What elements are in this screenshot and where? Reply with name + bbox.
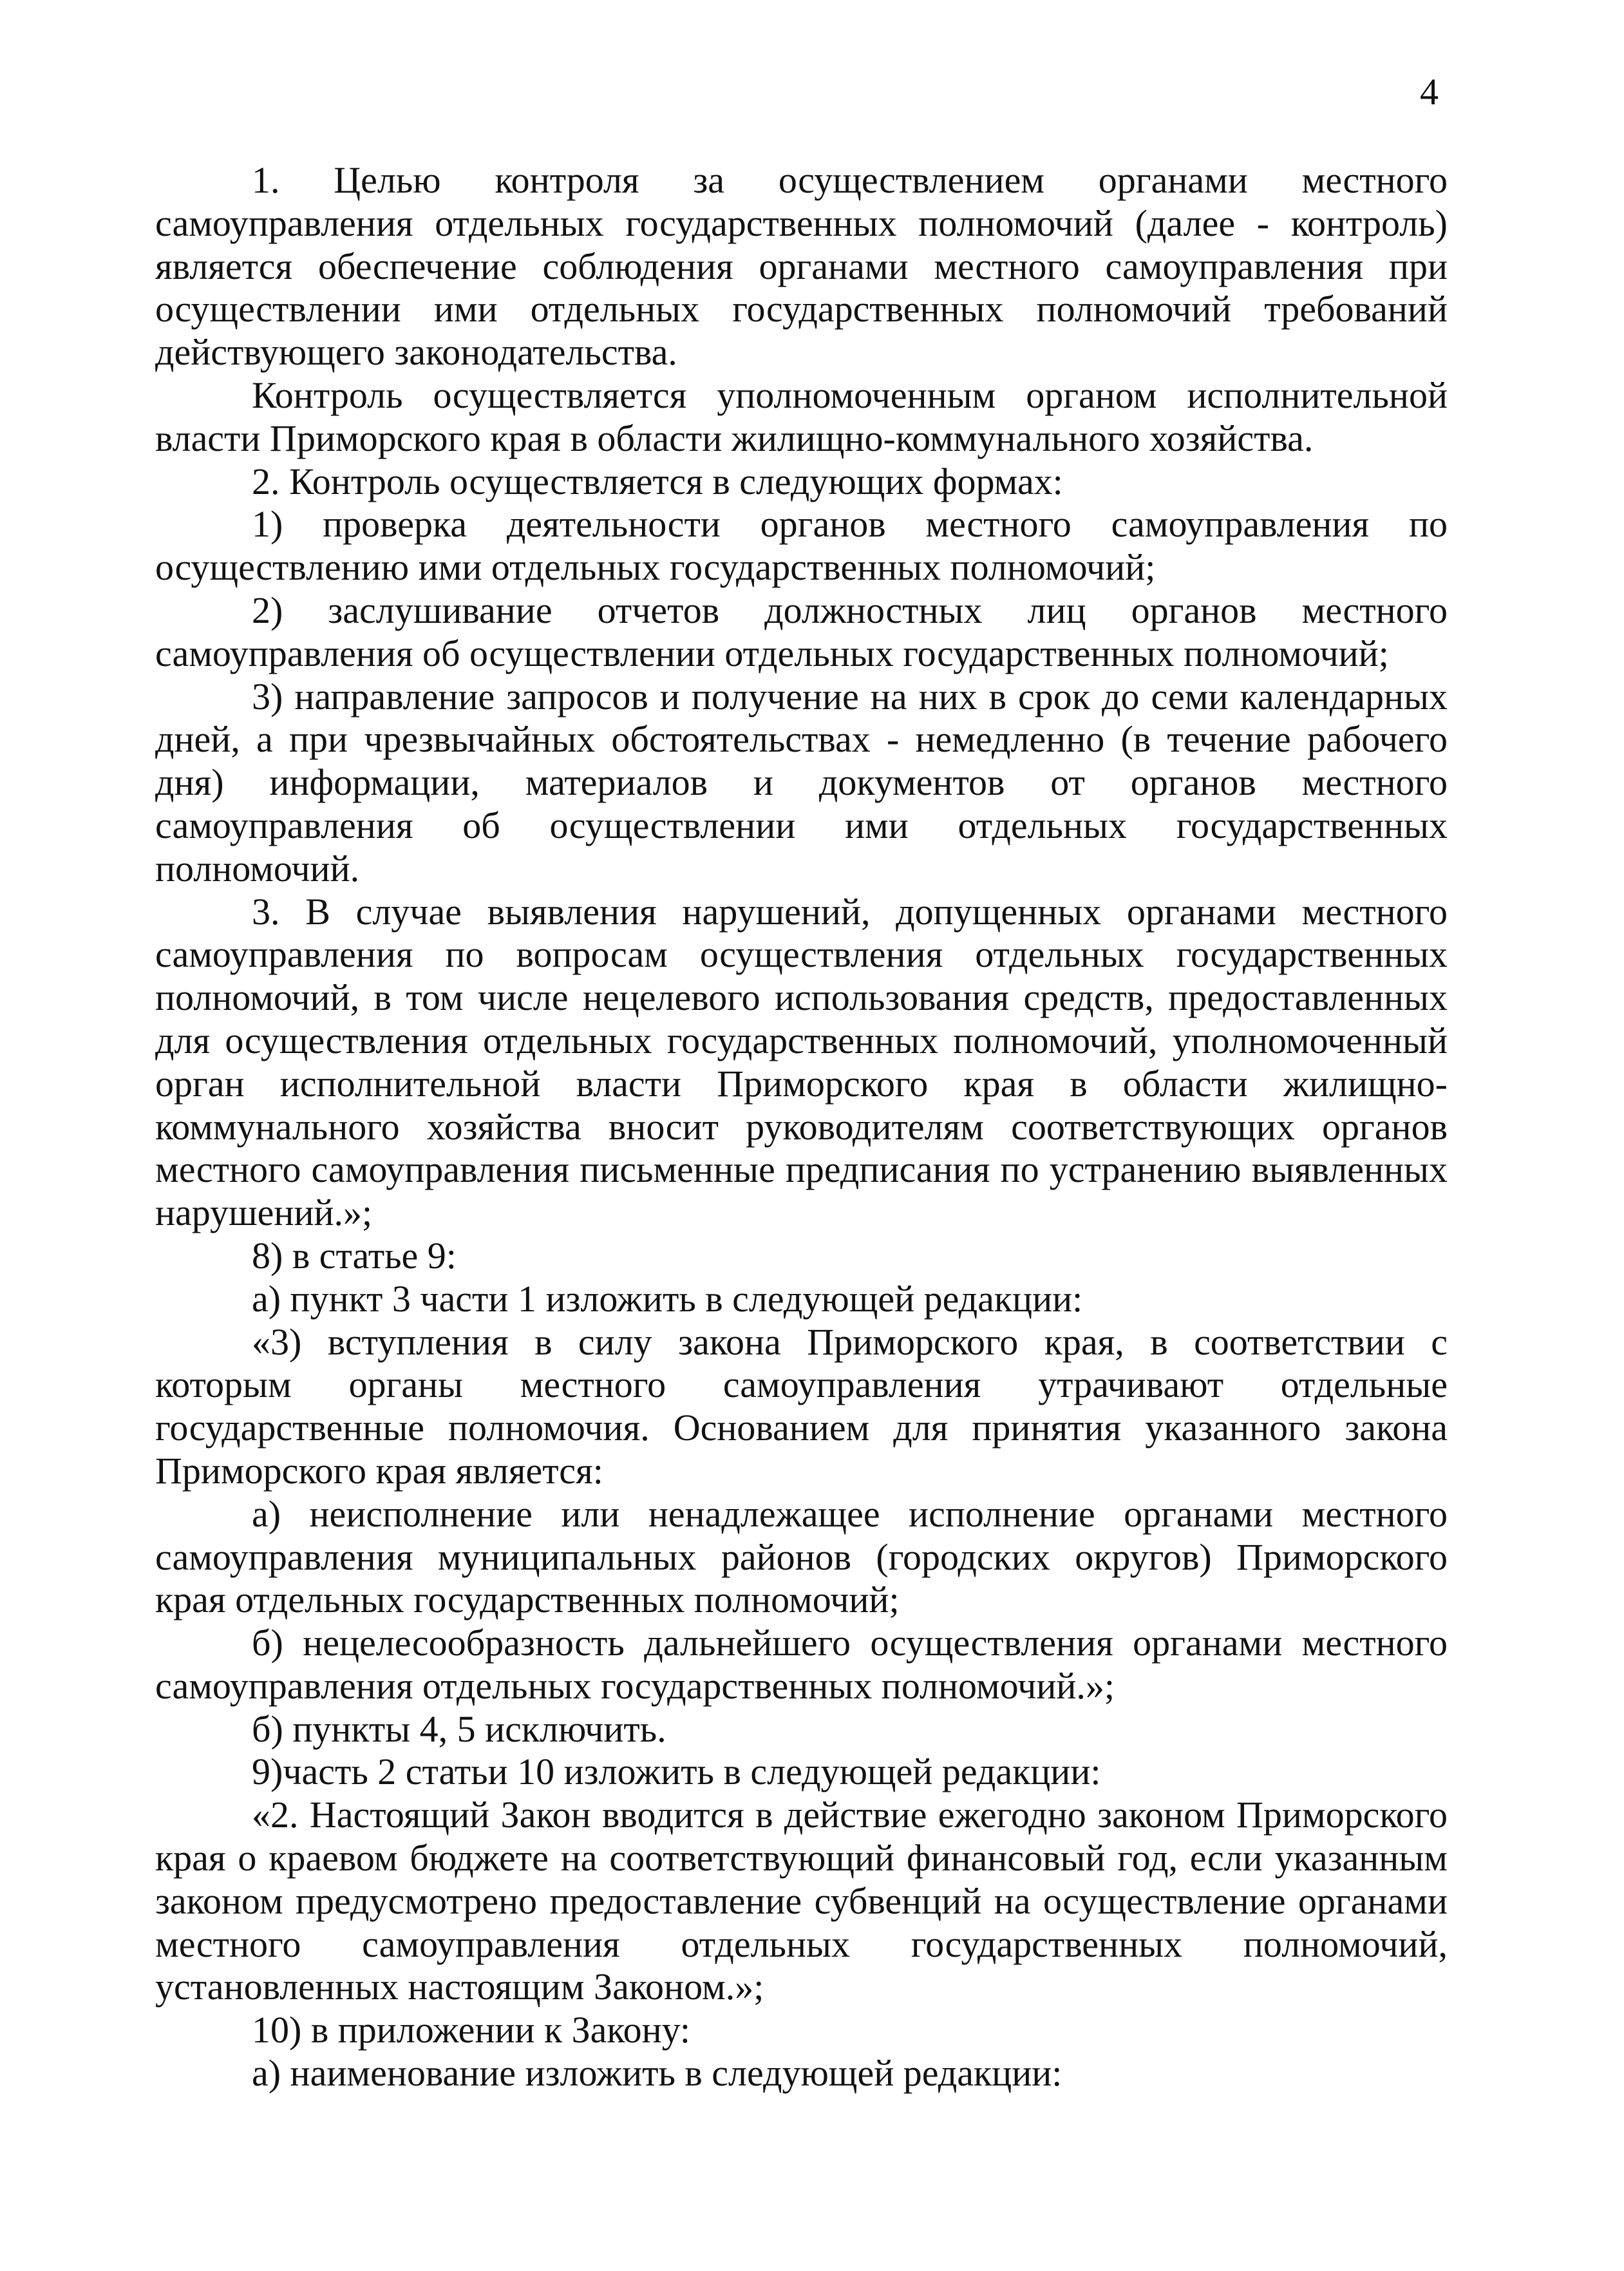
- paragraph: [155, 1794, 1448, 2009]
- text-line: 9)часть 2 статьи 10 изложить в следующей редакции:: [252, 1751, 1101, 1793]
- text-line: действующего законодательства.: [155, 331, 677, 374]
- text-line: «3) вступления в силу закона Приморского края, в соответствии с: [252, 1320, 1448, 1363]
- paragraph: [155, 1493, 1448, 1622]
- paragraph: [155, 1321, 1448, 1493]
- paragraph: [155, 1751, 1448, 1794]
- text-line: 1) проверка деятельности органов местного самоуправления по: [252, 503, 1448, 546]
- text-line: нарушений.»;: [155, 1192, 373, 1234]
- paragraph: [155, 891, 1448, 1235]
- text-line: государственные полномочия. Основанием для принятия указанного закона: [155, 1407, 1448, 1449]
- text-line: дней, а при чрезвычайных обстоятельствах - немедленно (в течение рабочего: [155, 718, 1448, 761]
- text-line: самоуправления об осуществлении ими отдельных государственных: [155, 804, 1448, 846]
- text-line: б) пункты 4, 5 исключить.: [252, 1707, 666, 1750]
- paragraph: [155, 2052, 1448, 2095]
- text-line: 3. В случае выявления нарушений, допущенных органами местного: [252, 890, 1448, 933]
- text-line: для осуществления отдельных государственных полномочий, уполномоченный: [155, 1019, 1448, 1061]
- page-number: 4: [1420, 71, 1439, 113]
- paragraph: [155, 461, 1448, 504]
- text-line: установленных настоящим Законом.»;: [155, 1966, 764, 2008]
- paragraph: [155, 1622, 1448, 1708]
- paragraph: [155, 589, 1448, 676]
- text-line: 1. Целью контроля за осуществлением органами местного: [252, 159, 1448, 201]
- text-line: «2. Настоящий Закон вводится в действие ежегодно законом Приморского: [252, 1794, 1448, 1836]
- text-line: а) наименование изложить в следующей редакции:: [252, 2052, 1062, 2095]
- text-line: Приморского края является:: [155, 1449, 603, 1492]
- text-line: б) нецелесообразность дальнейшего осуществления органами местного: [252, 1622, 1448, 1664]
- text-line: является обеспечение соблюдения органами местного самоуправления при: [155, 245, 1448, 287]
- text-line: местного самоуправления отдельных государственных полномочий,: [155, 1923, 1448, 1965]
- text-line: дня) информации, материалов и документов от органов местного: [155, 761, 1448, 804]
- text-line: самоуправления отдельных государственных полномочий.»;: [155, 1664, 1115, 1707]
- text-line: власти Приморского края в области жилищно-коммунального хозяйства.: [155, 417, 1314, 459]
- text-line: 8) в статье 9:: [252, 1234, 457, 1277]
- text-line: орган исполнительной власти Приморского края в области жилищно-: [155, 1062, 1448, 1105]
- text-line: полномочий.: [155, 847, 360, 889]
- text-line: самоуправления отдельных государственных полномочий (далее - контроль): [155, 202, 1448, 244]
- text-line: а) пункт 3 части 1 изложить в следующей редакции:: [252, 1277, 1083, 1320]
- text-line: края о краевом бюджете на соответствующий финансовый год, если указанным: [155, 1837, 1448, 1879]
- paragraph: [155, 159, 1448, 374]
- paragraph: [155, 1235, 1448, 1278]
- text-line: осуществлению ими отдельных государственных полномочий;: [155, 546, 1156, 589]
- paragraph: [155, 374, 1448, 461]
- paragraph: [155, 503, 1448, 589]
- paragraph: [155, 676, 1448, 891]
- text-line: которым органы местного самоуправления утрачивают отдельные: [155, 1364, 1448, 1406]
- text-line: осуществлении ими отдельных государственных полномочий требований: [155, 288, 1448, 330]
- text-line: законом предусмотрено предоставление субвенций на осуществление органами: [155, 1879, 1448, 1922]
- text-line: самоуправления об осуществлении отдельных государственных полномочий;: [155, 632, 1389, 674]
- paragraph: [155, 1708, 1448, 1751]
- text-line: края отдельных государственных полномочий;: [155, 1579, 900, 1621]
- document-body: [155, 159, 1448, 2095]
- paragraph: [155, 2009, 1448, 2052]
- text-line: 2) заслушивание отчетов должностных лиц органов местного: [252, 589, 1448, 631]
- text-line: полномочий, в том числе нецелевого использования средств, предоставленных: [155, 976, 1448, 1019]
- text-line: Контроль осуществляется уполномоченным органом исполнительной: [252, 374, 1448, 416]
- text-line: местного самоуправления письменные предписания по устранению выявленных: [155, 1148, 1448, 1191]
- paragraph: [155, 1278, 1448, 1321]
- text-line: коммунального хозяйства вносит руководителям соответствующих органов: [155, 1105, 1448, 1148]
- text-line: 10) в приложении к Закону:: [252, 2009, 691, 2051]
- text-line: а) неисполнение или ненадлежащее исполнение органами местного: [252, 1492, 1448, 1535]
- text-line: самоуправления муниципальных районов (городских округов) Приморского: [155, 1535, 1448, 1578]
- text-line: 3) направление запросов и получение на них в срок до семи календарных: [252, 675, 1448, 717]
- text-line: 2. Контроль осуществляется в следующих формах:: [252, 460, 1063, 502]
- text-line: самоуправления по вопросам осуществления отдельных государственных: [155, 933, 1448, 976]
